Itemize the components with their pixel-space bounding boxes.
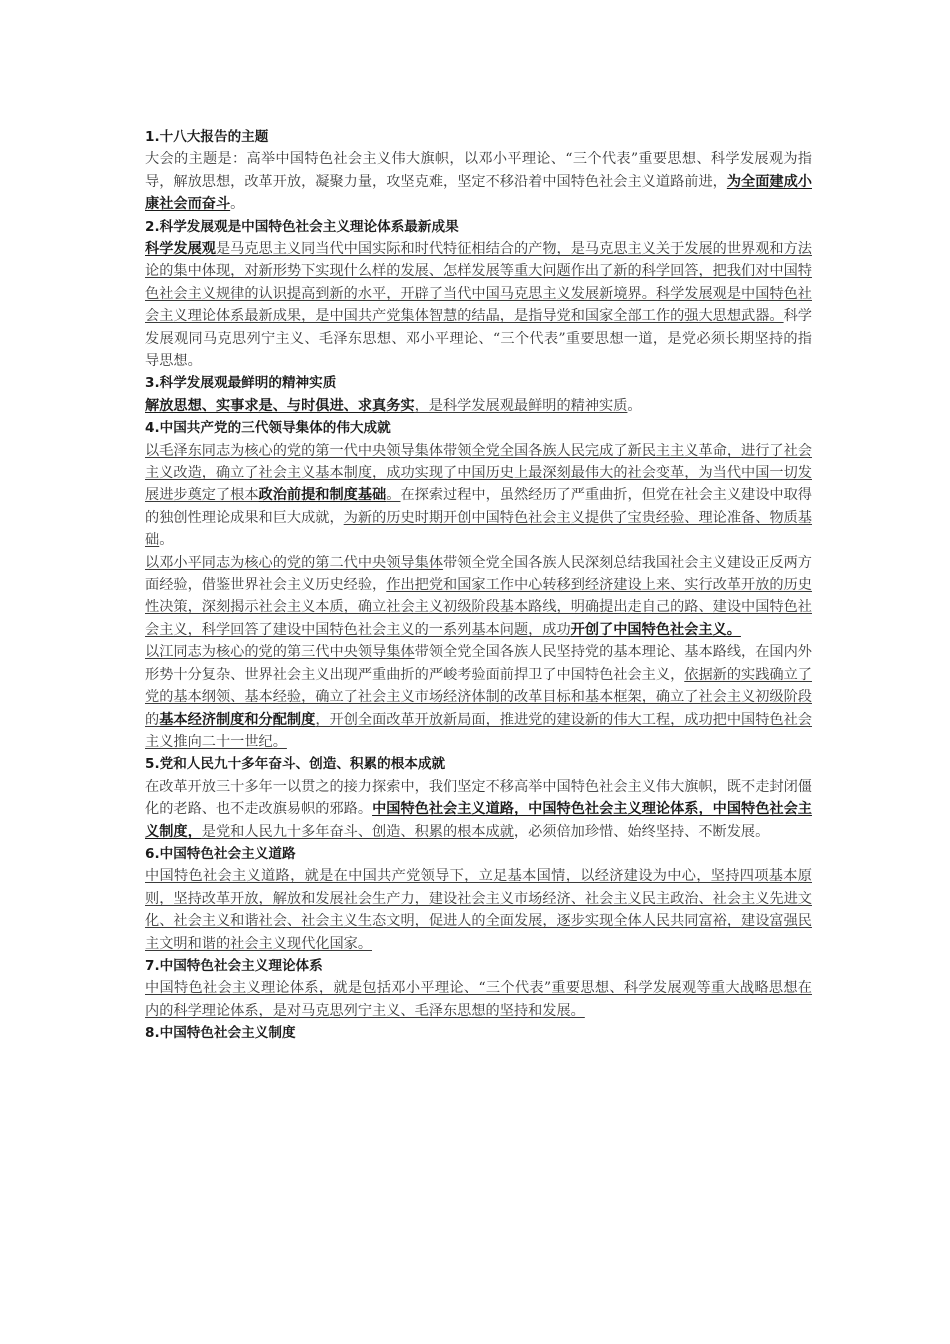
section-heading: 1.十八大报告的主题 <box>145 129 269 145</box>
underlined-text: 中国特色社会主义道路，中国特色社会主义理论体系，中国特色社会主义制度， <box>145 801 812 840</box>
underlined-text: 以毛泽东同志为核心的党的第一代中央领导集体带领全党全国各族人民完成了新民主主义革命，进行了社会主义改造，确立了社会主义基本制度，成功实现了中国历史上最深刻最伟大的社会变革，为当代中国一切发展进步奠定了根本 <box>145 442 812 504</box>
underlined-text: 为新的历史时期开创中国特色社会主义提供了宝贵经验、理论准备、物质基础 <box>145 509 812 549</box>
underlined-text: 基本经济制度和分配制度 <box>159 711 316 728</box>
section-paragraph <box>145 148 812 215</box>
section-heading: 5.党和人民九十多年奋斗、创造、积累的根本成就 <box>145 756 446 773</box>
underlined-text: 解放思想、实事求是、与时俱进、求真务实 <box>145 397 415 414</box>
body-text: 。 <box>230 196 245 213</box>
body-text: 。 <box>627 397 642 414</box>
body-text: 。 <box>159 532 174 549</box>
section-heading: 8.中国特色社会主义制度 <box>145 1025 296 1042</box>
underlined-text: 科学发展观 <box>145 241 216 257</box>
section-paragraph <box>145 641 812 753</box>
section-paragraph <box>145 865 812 955</box>
section-paragraph <box>145 977 812 1022</box>
underlined-text: ，开创全面改革开放新局面，推进党的建设新的伟大工程，成功把中国特色社会主义推向二十一世纪。 <box>145 711 812 750</box>
underlined-text: 为全面建成小康社会而奋斗 <box>145 173 812 213</box>
body-text: 在改革开放三十多年一以贯之的接力探索中，我们坚定不移高举中国特色社会主义伟大旗帜，既不走封闭僵化的老路、也不走改旗易帜的邪路。 <box>145 778 812 818</box>
body-text: 带领全党全国各族人民坚持党的基本理论、基本路线，在国内外形势十分复杂、世界社会主义出现严重曲折的严峻考验面前捍卫了中国特色社会主义， <box>145 644 812 683</box>
underlined-text: 作出把党和国家工作中心转移到经济建设上来、实行改革开放的历史性决策，深刻揭示社会主义本质，确立社会主义初级阶段基本路线，明确提出走自己的路、建设中国特色社会主义，科学回答了建设中国特色社会主义的一系列基本问题，成功 <box>145 577 812 638</box>
underlined-text: 中国特色社会主义道路，就是在中国共产党领导下，立足基本国情，以经济建设为中心，坚持四项基本原则，坚持改革开放，解放和发展社会生产力，建设社会主义市场经济、社会主义民主政治、社会主义先进文化、社会主义和谐社会、社会主义生态文明，促进人的全面发展，逐步实现全体人民共同富裕，建设富强民主文明和谐的社会主义现代化国家。 <box>145 868 812 952</box>
body-text: 科学发展观同马克思列宁主义、毛泽东思想、邓小平理论、“三个代表”重要思想一道，是党必须长期坚持的指导思想。 <box>145 308 812 370</box>
section-paragraph <box>145 552 812 642</box>
body-text: 带领全党全国各族人民深刻总结我国社会主义建设正反两方面经验，借鉴世界社会主义历史经验， <box>145 554 812 594</box>
section-heading: 7.中国特色社会主义理论体系 <box>145 957 323 974</box>
section-paragraph <box>145 776 812 843</box>
body-text: ，必须倍加珍惜、始终坚持、不断发展。 <box>513 823 770 840</box>
section-paragraph <box>145 238 812 372</box>
underlined-text: ，是科学发展观最鲜明的精神实质 <box>414 397 628 414</box>
underlined-text: 是党和人民九十多年奋斗、创造、积累的根本成就 <box>201 823 514 840</box>
underlined-text: 。 <box>386 487 401 504</box>
underlined-text: 开创了中国特色社会主义。 <box>570 621 741 638</box>
underlined-text: 政治前提和制度基础 <box>258 487 387 504</box>
section-heading: 6.中国特色社会主义道路 <box>145 845 296 862</box>
body-text: 在探索过程中，虽然经历了严重曲折，但党在社会主义建设中取得的独创性理论成果和巨大成就， <box>145 487 812 526</box>
section-heading: 3.科学发展观最鲜明的精神实质 <box>145 375 337 392</box>
body-text: 大会的主题是：高举中国特色社会主义伟大旗帜，以邓小平理论、“三个代表”重要思想、科学发展观为指导，解放思想，改革开放，凝聚力量，攻坚克难，坚定不移沿着中国特色社会主义道路前进， <box>145 151 812 190</box>
underlined-text: 中国特色社会主义理论体系，就是包括邓小平理论、“三个代表”重要思想、科学发展观等重大战略思想在内的科学理论体系，是对马克思列宁主义、毛泽东思想的坚持和发展。 <box>145 980 812 1019</box>
underlined-text: 以江同志为核心的党的第三代中央领导集体 <box>145 644 415 661</box>
section-heading: 2.科学发展观是中国特色社会主义理论体系最新成果 <box>145 218 459 235</box>
underlined-text: 以邓小平同志为核心的党的第二代中央领导集体 <box>145 554 444 571</box>
section-paragraph <box>145 395 812 417</box>
underlined-text: 依据新的实践确立了党的基本纲领、基本经验，确立了社会主义市场经济体制的改革目标和基本框架，确立了社会主义初级阶段的 <box>145 666 812 728</box>
section-paragraph <box>145 440 812 552</box>
underlined-text: 是马克思主义同当代中国实际和时代特征相结合的产物，是马克思主义关于发展的世界观和方法论的集中体现，对新形势下实现什么样的发展、怎样发展等重大问题作出了新的科学回答，把我们对中国特色社会主义规律的认识提高到新的水平，开辟了当代中国马克思主义发展新境界。科学发展观是中国特色社会主义理论体系最新成果，是中国共产党集体智慧的结晶，是指导党和国家全部工作的强大思想武器。 <box>145 241 812 325</box>
section-heading: 4.中国共产党的三代领导集体的伟大成就 <box>145 420 391 437</box>
document-page <box>145 126 812 1045</box>
